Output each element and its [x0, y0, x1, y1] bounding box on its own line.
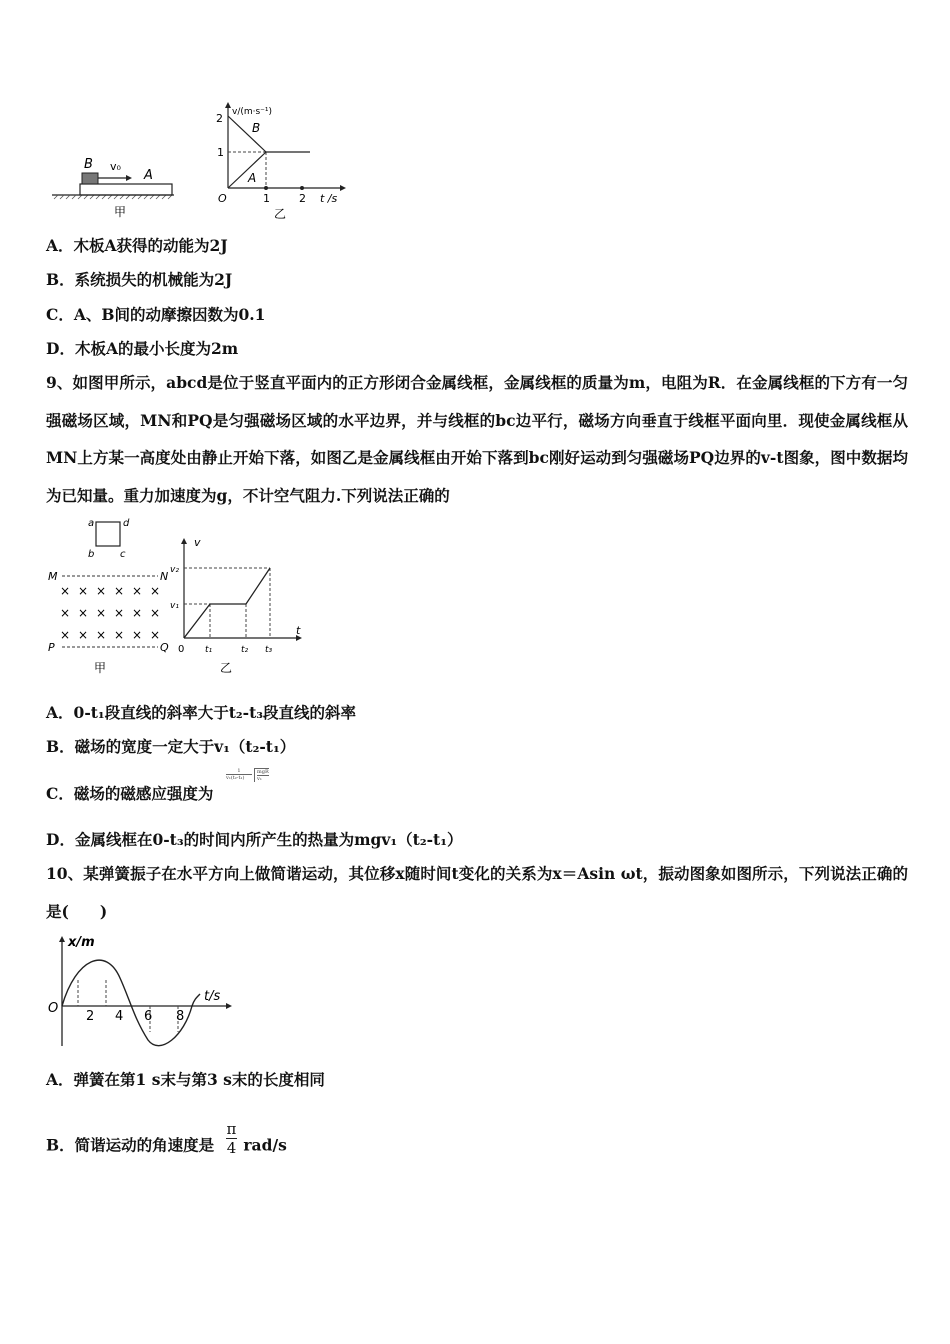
svg-text:t₃: t₃	[265, 645, 273, 655]
sine-curve	[62, 960, 200, 1046]
svg-text:×: ×	[114, 628, 125, 642]
label-A: A	[144, 168, 153, 183]
curve-A-line	[228, 152, 266, 188]
xlabel: t /s	[320, 192, 338, 205]
svg-text:×: ×	[60, 584, 71, 598]
svg-text:8: 8	[176, 1009, 185, 1024]
label-B: B	[84, 157, 93, 172]
svg-text:×: ×	[96, 584, 107, 598]
svg-text:×: ×	[150, 584, 161, 598]
wire-frame	[96, 522, 120, 546]
svg-text:×: ×	[78, 628, 89, 642]
formula-tiny: 1 v₁(t₂-t₁) mgR v₁	[226, 768, 269, 782]
q9-figure-jia-field	[46, 512, 185, 680]
svg-text:c: c	[120, 549, 126, 560]
q9-option-b[interactable]: B．磁场的宽度一定大于v₁（t₂-t₁）	[46, 737, 296, 756]
q8-option-c[interactable]: C．A、B间的动摩擦因数为0.1	[46, 305, 266, 324]
svg-text:t: t	[296, 624, 301, 637]
q8-option-d[interactable]: D．木板A的最小长度为2m	[46, 339, 239, 358]
svg-text:×: ×	[78, 584, 89, 598]
svg-text:d: d	[123, 518, 130, 529]
q10-xt-graph	[44, 928, 234, 1052]
q9-option-a[interactable]: A．0-t₁段直线的斜率大于t₂-t₃段直线的斜率	[46, 703, 357, 722]
magnetic-field-crosses	[60, 584, 160, 642]
svg-text:6: 6	[144, 1009, 153, 1024]
q10-option-a[interactable]: A．弹簧在第1 s末与第3 s末的长度相同	[46, 1070, 325, 1089]
svg-text:P: P	[48, 641, 55, 654]
label-v0: v₀	[110, 160, 121, 173]
svg-text:Q: Q	[160, 641, 169, 654]
q9-stem: 9、如图甲所示，abcd是位于竖直平面内的正方形闭合金属线框，金属线框的质量为m，电阻为R．在金属线框的下方有一匀强磁场区域，MN和PQ是匀强磁场区域的水平边界，并与线框的bc边平行，磁场方向垂直于线框平面向里．现使金属线框从MN上方某一高度处由静止开始下落，如图乙是金属线框由开始下落到bc刚好运动到匀强磁场PQ边界的v-t图象，图中数据均为已知量。重力加速度为g，不计空气阻力.下列说法正确的	[46, 373, 908, 505]
svg-text:×: ×	[60, 606, 71, 620]
q9-figure-yi-vt-graph	[166, 530, 306, 680]
block-B	[82, 173, 98, 184]
caption-yi: 乙	[220, 661, 233, 675]
svg-text:×: ×	[60, 628, 71, 642]
caption-jia: 甲	[94, 661, 107, 675]
svg-text:×: ×	[150, 628, 161, 642]
xtick-1: 1	[263, 192, 270, 205]
svg-text:4: 4	[115, 1009, 124, 1024]
ylabel: v/(m·s⁻¹)	[232, 107, 273, 117]
board-A	[80, 184, 172, 195]
q9-option-c[interactable]: C．磁场的磁感应强度为 1 v₁(t₂-t₁) mgR v₁	[46, 768, 269, 803]
svg-text:×: ×	[114, 584, 125, 598]
svg-text:2: 2	[86, 1009, 95, 1024]
vt-curve	[184, 568, 270, 638]
q8-figure-jia	[46, 150, 206, 222]
svg-text:0: 0	[178, 644, 185, 655]
ytick-1: 1	[217, 146, 224, 159]
caption-yi: 乙	[274, 207, 287, 221]
q8-option-a[interactable]: A．木板A获得的动能为2J	[46, 236, 228, 255]
xtick-2: 2	[299, 192, 306, 205]
origin: O	[218, 192, 227, 205]
svg-text:t₂: t₂	[241, 645, 249, 655]
q9-option-d[interactable]: D．金属线框在0-t₃的时间内所产生的热量为mgv₁（t₂-t₁）	[46, 830, 463, 849]
fraction-pi-over-4: $\frac{\pi}{4}$	[226, 1120, 237, 1157]
ytick-2: 2	[216, 112, 223, 125]
q10-stem: 10、某弹簧振子在水平方向上做简谐运动，其位移x随时间t变化的关系为x＝Asin ωt，振动图象如图所示，下列说法正确的是( )	[46, 864, 908, 921]
curve-B-line	[228, 116, 266, 152]
svg-text:×: ×	[132, 606, 143, 620]
svg-text:v₂: v₂	[170, 565, 179, 575]
svg-text:×: ×	[132, 584, 143, 598]
svg-text:M: M	[48, 570, 58, 583]
svg-text:×: ×	[78, 606, 89, 620]
svg-text:O: O	[48, 1001, 59, 1016]
svg-text:×: ×	[96, 628, 107, 642]
svg-text:a: a	[88, 518, 95, 529]
svg-text:×: ×	[96, 606, 107, 620]
svg-text:b: b	[88, 549, 95, 560]
curve-B-label: B	[252, 121, 261, 135]
svg-text:t/s: t/s	[204, 989, 221, 1004]
svg-text:v: v	[194, 536, 201, 549]
svg-text:x/m: x/m	[68, 935, 95, 950]
svg-text:N: N	[160, 570, 169, 583]
svg-text:×: ×	[132, 628, 143, 642]
svg-text:×: ×	[114, 606, 125, 620]
caption-jia: 甲	[114, 205, 127, 219]
svg-text:v₁: v₁	[170, 601, 179, 611]
svg-text:t₁: t₁	[205, 645, 213, 655]
q8-option-b[interactable]: B．系统损失的机械能为2J	[46, 270, 233, 289]
curve-A-label: A	[248, 171, 257, 185]
svg-text:×: ×	[150, 606, 161, 620]
q8-figure-yi-vt-graph	[212, 98, 352, 222]
q10-option-b[interactable]: B．简谐运动的角速度是 $\frac{\pi}{4}$ rad/s	[46, 1120, 287, 1157]
